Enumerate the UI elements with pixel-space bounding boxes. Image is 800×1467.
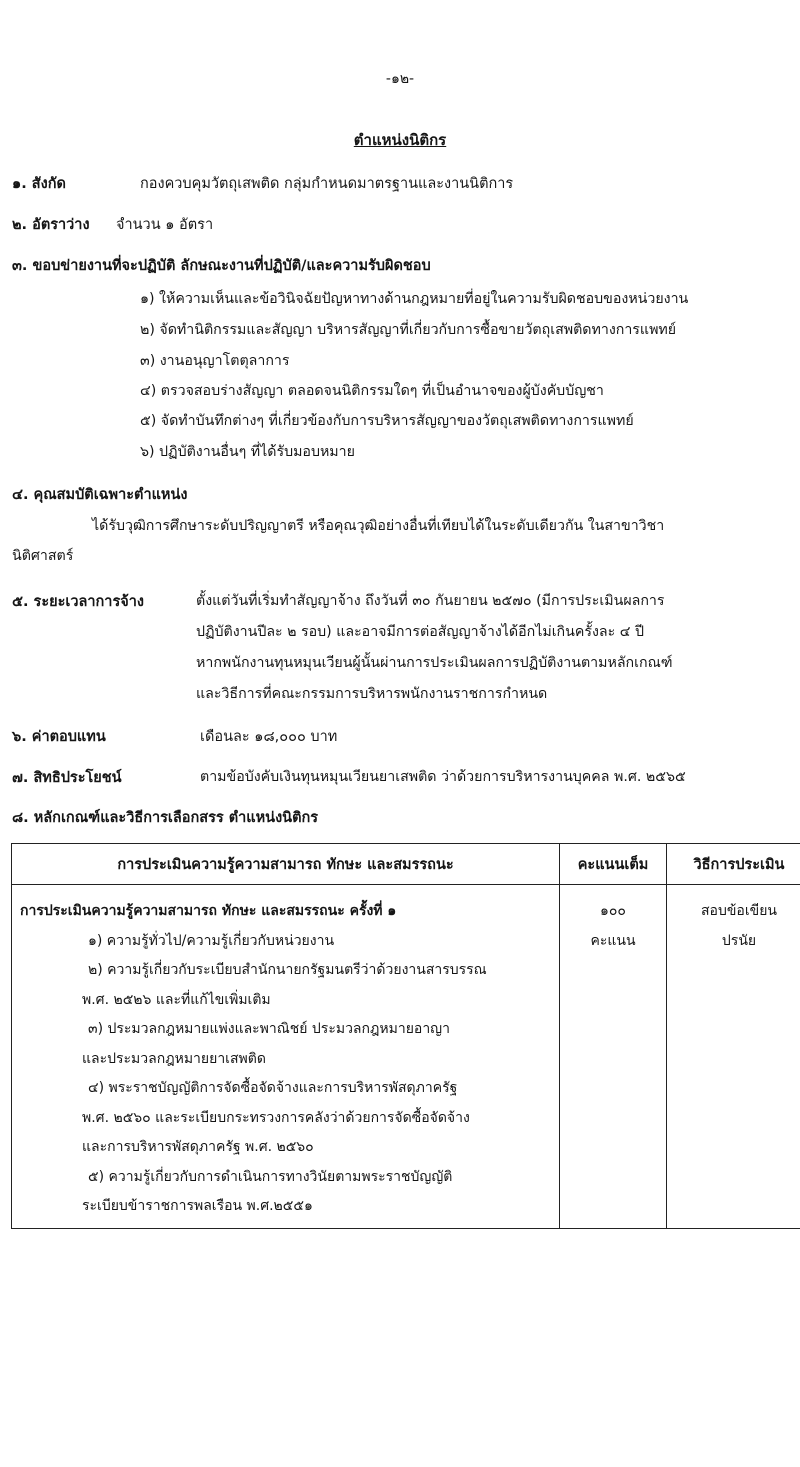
criteria-line-6: ๔) พระราชบัญญัติการจัดซื้อจัดจ้างและการบริหารพัสดุภาครัฐ: [88, 1080, 458, 1096]
method-cell: [667, 885, 800, 1229]
table-header-row: [12, 844, 800, 885]
evaluation-table: [11, 843, 800, 1229]
section-7-value: ตามข้อบังคับเงินทุนหมุนเวียนยาเสพติด ว่าด้วยการบริหารงานบุคคล พ.ศ. ๒๕๖๕: [200, 769, 686, 785]
section-3-item-1: ๑) ให้ความเห็นและข้อวินิจฉัยปัญหาทางด้านกฎหมายที่อยู่ในความรับผิดชอบของหน่วยงาน: [140, 291, 689, 307]
score-unit: คะแนน: [590, 932, 636, 949]
section-7-label: ๗. สิทธิประโยชน์: [12, 770, 122, 786]
criteria-line-8: และการบริหารพัสดุภาครัฐ พ.ศ. ๒๕๖๐: [82, 1139, 314, 1155]
section-5-line-4: และวิธีการที่คณะกรรมการบริหารพนักงานราชการกำหนด: [196, 686, 548, 702]
criteria-line-9: ๕) ความรู้เกี่ยวกับการดำเนินการทางวินัยตามพระราชบัญญัติ: [88, 1168, 453, 1185]
section-3-item-3: ๓) งานอนุญาโตตุลาการ: [140, 353, 290, 369]
section-1-value: กองควบคุมวัตถุเสพติด กลุ่มกำหนดมาตรฐานและงานนิติการ: [140, 176, 514, 192]
table-header-method: วิธีการประเมิน: [667, 844, 800, 885]
table-header-score: คะแนนเต็ม: [560, 844, 667, 885]
criteria-line-1: ๑) ความรู้ทั่วไป/ความรู้เกี่ยวกับหน่วยงาน: [88, 932, 335, 949]
method-type: ปรนัย: [721, 932, 757, 949]
section-6-value: เดือนละ ๑๘,๐๐๐ บาท: [200, 729, 338, 745]
section-4-line-2: นิติศาสตร์: [12, 548, 74, 564]
criteria-line-2: ๒) ความรู้เกี่ยวกับระเบียบสำนักนายกรัฐมนตรีว่าด้วยงานสารบรรณ: [88, 962, 487, 978]
criteria-cell: [12, 885, 560, 1229]
page-number: -๑๒-: [385, 71, 415, 87]
section-2-label: ๒. อัตราว่าง: [12, 217, 90, 233]
section-2-value: จำนวน ๑ อัตรา: [116, 217, 214, 233]
criteria-line-5: และประมวลกฎหมายยาเสพติด: [82, 1050, 266, 1067]
section-4-line-1: ได้รับวุฒิการศึกษาระดับปริญญาตรี หรือคุณวุฒิอย่างอื่นที่เทียบได้ในระดับเดียวกัน ในสาขาวิชา: [92, 518, 665, 534]
criteria-line-4: ๓) ประมวลกฎหมายแพ่งและพาณิชย์ ประมวลกฎหมายอาญา: [88, 1021, 450, 1037]
section-4-label: ๔. คุณสมบัติเฉพาะตำแหน่ง: [12, 487, 188, 503]
section-3-item-5: ๕) จัดทำบันทึกต่างๆ ที่เกี่ยวข้องกับการบริหารสัญญาของวัตถุเสพติดทางการแพทย์: [140, 413, 634, 429]
criteria-title: การประเมินความรู้ความสามารถ ทักษะ และสมรรถนะ ครั้งที่ ๑: [20, 903, 397, 919]
section-5-label: ๕. ระยะเวลาการจ้าง: [12, 594, 144, 610]
section-3-item-4: ๔) ตรวจสอบร่างสัญญา ตลอดจนนิติกรรมใดๆ ที่เป็นอำนาจของผู้บังคับบัญชา: [140, 383, 604, 399]
score-value: ๑๐๐: [600, 903, 626, 919]
page-title: ตำแหน่งนิติกร: [353, 131, 447, 149]
table-row: [12, 885, 800, 1229]
table-header-criteria: การประเมินความรู้ความสามารถ ทักษะ และสมรรถนะ: [12, 844, 560, 885]
section-3-item-6: ๖) ปฏิบัติงานอื่นๆ ที่ได้รับมอบหมาย: [140, 444, 355, 460]
section-3-label: ๓. ขอบข่ายงานที่จะปฏิบัติ ลักษณะงานที่ปฏิบัติ/และความรับผิดชอบ: [12, 258, 431, 274]
section-1-label: ๑. สังกัด: [12, 176, 66, 192]
section-5-line-2: ปฏิบัติงานปีละ ๒ รอบ) และอาจมีการต่อสัญญาจ้างได้อีกไม่เกินครั้งละ ๔ ปี: [196, 624, 644, 640]
section-8-label: ๘. หลักเกณฑ์และวิธีการเลือกสรร ตำแหน่งนิติกร: [12, 810, 319, 826]
section-5-line-1: ตั้งแต่วันที่เริ่มทำสัญญาจ้าง ถึงวันที่ ๓๐ กันยายน ๒๕๗๐ (มีการประเมินผลการ: [196, 593, 665, 609]
score-cell: [560, 885, 667, 1229]
section-6-label: ๖. ค่าตอบแทน: [12, 729, 106, 745]
criteria-line-3: พ.ศ. ๒๕๒๖ และที่แก้ไขเพิ่มเติม: [82, 991, 271, 1008]
method-value: สอบข้อเขียน: [701, 903, 777, 919]
section-3-item-2: ๒) จัดทำนิติกรรมและสัญญา บริหารสัญญาที่เกี่ยวกับการซื้อขายวัตถุเสพติดทางการแพทย์: [140, 322, 677, 338]
criteria-line-10: ระเบียบข้าราชการพลเรือน พ.ศ.๒๕๕๑: [82, 1198, 313, 1214]
section-5-line-3: หากพนักงานทุนหมุนเวียนผู้นั้นผ่านการประเมินผลการปฏิบัติงานตามหลักเกณฑ์: [196, 655, 673, 671]
criteria-line-7: พ.ศ. ๒๕๖๐ และระเบียบกระทรวงการคลังว่าด้วยการจัดซื้อจัดจ้าง: [82, 1109, 470, 1126]
